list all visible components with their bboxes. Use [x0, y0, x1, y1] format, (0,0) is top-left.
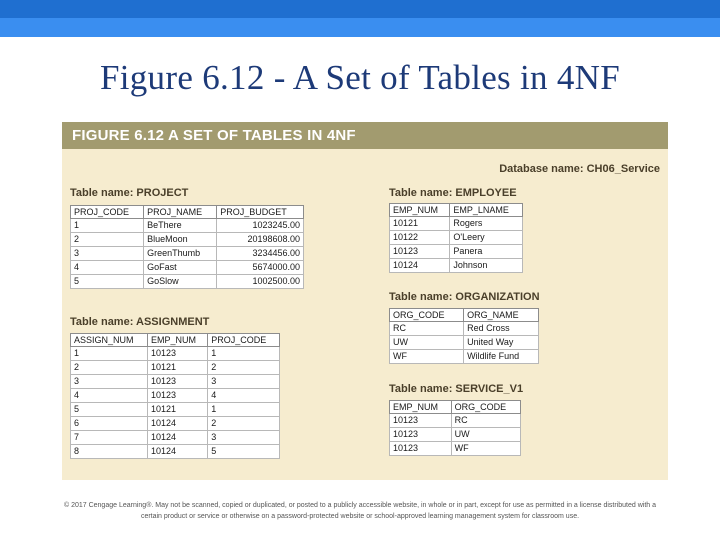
table-row [390, 442, 521, 456]
employee-table [389, 203, 523, 273]
copyright-line-2: certain product or service or otherwise on a password-protected website or school-approved learning management system for classroom use. [140, 513, 580, 520]
table-cell: Johnson [450, 259, 523, 273]
table-cell: 3234456.00 [217, 247, 304, 261]
column-header: ASSIGN_NUM [71, 334, 148, 347]
table-cell: 2 [208, 417, 280, 431]
table-cell: 10124 [147, 417, 207, 431]
column-header: PROJ_NAME [144, 206, 217, 219]
table-row [71, 445, 280, 459]
table-cell: 5 [208, 445, 280, 459]
table-row [71, 375, 280, 389]
table-row [71, 261, 304, 275]
table-cell: UW [451, 428, 520, 442]
table-cell: Wildlife Fund [464, 350, 539, 364]
copyright-line-1: © 2017 Cengage Learning®. May not be scanned, copied or duplicated, or posted to a publicly accessible website, in whole or in part, except for use as permitted in a license distributed with a [63, 502, 657, 509]
table-cell: 8 [71, 445, 148, 459]
table-row [390, 428, 521, 442]
table-cell: 2 [71, 361, 148, 375]
assignment-table-name: Table name: ASSIGNMENT [70, 316, 210, 328]
table-row [390, 259, 523, 273]
table-cell: WF [451, 442, 520, 456]
service-v1-table-name: Table name: SERVICE_V1 [389, 383, 524, 395]
table-cell: 10123 [390, 245, 450, 259]
top-banner [0, 0, 720, 37]
table-cell: United Way [464, 336, 539, 350]
project-table [70, 205, 304, 289]
figure-panel [62, 122, 668, 480]
table-cell: 2 [208, 361, 280, 375]
column-header: ORG_CODE [451, 401, 520, 414]
service-v1-table [389, 400, 521, 456]
table-cell: 4 [71, 261, 144, 275]
table-cell: 5 [71, 275, 144, 289]
table-cell: 4 [71, 389, 148, 403]
table-cell: O'Leery [450, 231, 523, 245]
table-cell: 3 [208, 375, 280, 389]
column-header: ORG_NAME [464, 309, 539, 322]
table-row [71, 361, 280, 375]
table-row [71, 347, 280, 361]
table-cell: 1 [71, 347, 148, 361]
column-header: PROJ_CODE [208, 334, 280, 347]
table-cell: 1 [208, 347, 280, 361]
table-cell: WF [390, 350, 464, 364]
table-row [71, 431, 280, 445]
employee-table-name: Table name: EMPLOYEE [389, 187, 517, 199]
table-row [71, 219, 304, 233]
table-cell: 5 [71, 403, 148, 417]
table-cell: 10121 [147, 361, 207, 375]
table-cell: GoSlow [144, 275, 217, 289]
table-cell: Rogers [450, 217, 523, 231]
table-row [390, 336, 539, 350]
table-cell: 10121 [390, 217, 450, 231]
table-cell: 4 [208, 389, 280, 403]
table-cell: 10124 [390, 259, 450, 273]
table-cell: GreenThumb [144, 247, 217, 261]
table-cell: 20198608.00 [217, 233, 304, 247]
table-cell: BlueMoon [144, 233, 217, 247]
table-cell: 7 [71, 431, 148, 445]
table-cell: Red Cross [464, 322, 539, 336]
column-header: PROJ_BUDGET [217, 206, 304, 219]
table-cell: 6 [71, 417, 148, 431]
table-cell: 5674000.00 [217, 261, 304, 275]
table-cell: 2 [71, 233, 144, 247]
top-banner-light-band [0, 18, 720, 37]
table-cell: RC [451, 414, 520, 428]
table-cell: 10124 [147, 431, 207, 445]
table-row [390, 322, 539, 336]
table-cell: UW [390, 336, 464, 350]
column-header: ORG_CODE [390, 309, 464, 322]
table-cell: 3 [208, 431, 280, 445]
table-cell: 1 [71, 219, 144, 233]
table-cell: 10123 [147, 375, 207, 389]
table-cell: 10124 [147, 445, 207, 459]
table-row [390, 414, 521, 428]
column-header: EMP_NUM [147, 334, 207, 347]
table-cell: Panera [450, 245, 523, 259]
figure-header: FIGURE 6.12 A SET OF TABLES IN 4NF [62, 122, 668, 149]
top-banner-dark-band [0, 0, 720, 18]
table-cell: 10123 [390, 428, 452, 442]
column-header: EMP_NUM [390, 204, 450, 217]
table-cell: 3 [71, 247, 144, 261]
table-row [71, 233, 304, 247]
table-row [71, 403, 280, 417]
table-cell: GoFast [144, 261, 217, 275]
table-row [71, 247, 304, 261]
assignment-table [70, 333, 280, 459]
table-cell: 10122 [390, 231, 450, 245]
table-cell: 1002500.00 [217, 275, 304, 289]
column-header: EMP_NUM [390, 401, 452, 414]
column-header: PROJ_CODE [71, 206, 144, 219]
column-header: EMP_LNAME [450, 204, 523, 217]
table-row [71, 275, 304, 289]
table-row [71, 417, 280, 431]
organization-table [389, 308, 539, 364]
table-cell: 1 [208, 403, 280, 417]
table-row [390, 217, 523, 231]
table-row [390, 245, 523, 259]
table-row [71, 389, 280, 403]
table-cell: 10123 [147, 347, 207, 361]
organization-table-name: Table name: ORGANIZATION [389, 291, 540, 303]
project-table-name: Table name: PROJECT [70, 187, 189, 199]
database-name: Database name: CH06_Service [499, 163, 660, 175]
table-cell: 1023245.00 [217, 219, 304, 233]
table-cell: RC [390, 322, 464, 336]
table-cell: 10123 [147, 389, 207, 403]
table-cell: 10121 [147, 403, 207, 417]
table-cell: 3 [71, 375, 148, 389]
slide-title: Figure 6.12 - A Set of Tables in 4NF [99, 58, 621, 97]
table-cell: BeThere [144, 219, 217, 233]
table-row [390, 350, 539, 364]
table-cell: 10123 [390, 414, 452, 428]
table-cell: 10123 [390, 442, 452, 456]
table-row [390, 231, 523, 245]
copyright-footer [20, 500, 700, 522]
